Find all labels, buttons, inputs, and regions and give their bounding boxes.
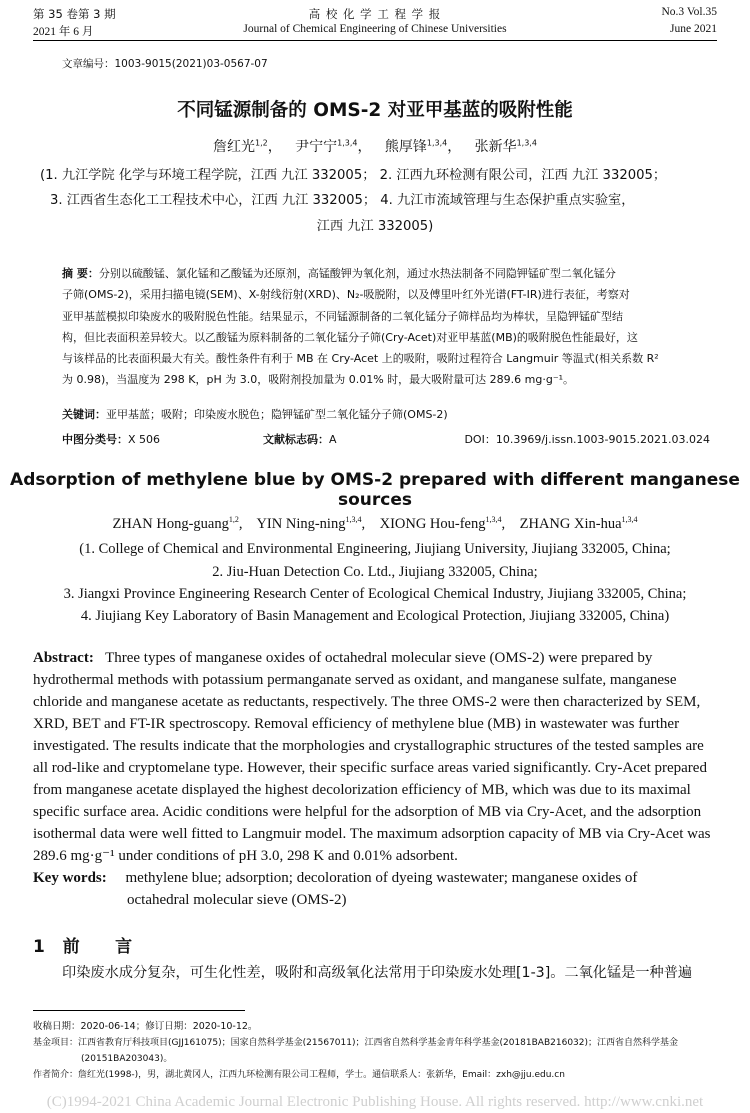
abstract-en-line: hydrothermal methods with potassium permanganate served as oxidant, and manganese sulfate, manganese (33, 672, 677, 688)
affiliation-cn-line2: 3. 江西省生态化工工程技术中心，江西 九江 332005； 4. 九江市流域管理与生态保护重点实验室， (50, 193, 635, 208)
affiliation-en-line3: 3. Jiangxi Province Engineering Research Center of Ecological Chemical Industry, Jiujiang 332005, China; (63, 586, 687, 602)
affiliation-cn-line3: 江西 九江 332005) (316, 219, 434, 234)
authors-en (0, 516, 750, 533)
abstract-en-label: Abstract: (33, 650, 94, 666)
keywords-cn-label: 关键词： (62, 408, 106, 421)
author-affil-sup: 1,3,4 (485, 515, 502, 525)
authors-cn (0, 136, 750, 156)
abstract-cn-line: 构，但比表面积差异较大。以乙酸锰为原料制备的二氧化锰分子筛(Cry-Acet)对亚甲基蓝(MB)的吸附脱色性能最好，这 (62, 330, 638, 344)
author-name: 熊厚锋 (384, 139, 427, 155)
author-separator: ， (357, 139, 372, 155)
title-cn: 不同锰源制备的 OMS-2 对亚甲基蓝的吸附性能 (177, 100, 573, 121)
abstract-cn-line (62, 263, 688, 284)
document-code-label: 文献标志码： (263, 433, 329, 446)
author-affil-sup: 1,3,4 (516, 138, 537, 148)
author-name: YIN Ning-ning (256, 516, 346, 532)
author-name: 尹宁宁 (295, 139, 338, 155)
article-number: 文章编号：1003-9015(2021)03-0567-07 (62, 58, 268, 70)
abstract-en-line: isothermal data were well fitted to Langmuir model. The maximum adsorption capacity of MB via Cry-Acet was (33, 826, 711, 842)
footnote-rule (33, 1010, 245, 1011)
author-separator: ， (447, 139, 462, 155)
abstract-cn-text: 分别以硫酸锰、氯化锰和乙酸锰为还原剂，高锰酸钾为氧化剂，通过水热法制备不同隐钾锰矿型二氧化锰分 (98, 267, 616, 280)
document-code (263, 431, 337, 447)
author-separator: , (501, 516, 516, 532)
affiliation-en-line4: 4. Jiujiang Key Laboratory of Basin Management and Ecological Protection, Jiujiang 332005, China) (80, 608, 670, 624)
author-separator: ， (267, 139, 282, 155)
author-affil-sup: 1,3,4 (621, 515, 638, 525)
header-journal-cn: 高 校 化 学 工 程 学 报 (308, 7, 442, 21)
keywords-en-line: octahedral molecular sieve (OMS-2) (127, 892, 347, 908)
abstract-en-line: XRD, BET and FT-IR spectroscopy. Removal efficiency of methylene blue (MB) in wastewater was further (33, 716, 680, 732)
author-affil-sup: 1,3,4 (345, 515, 362, 525)
keywords-en-text: methylene blue; adsorption; decoloration of dyeing wastewater; manganese oxides of (125, 870, 638, 886)
abstract-cn (62, 263, 688, 391)
footnote-author: 作者简介：詹红光(1998-)，男，湖北黄冈人，江西九环检测有限公司工程师，学士。通信联系人：张新华，Email：zxh@jju.edu.cn (33, 1070, 565, 1080)
abstract-en-line: all rod-like and cryptomelane type. However, their specific surface areas varied significantly. Cry-Acet prepared (33, 760, 707, 776)
header-volume-issue: 第 35 卷第 3 期 (33, 7, 116, 21)
author-affil-sup: 1,3,4 (337, 138, 358, 148)
abstract-en-line (33, 647, 717, 669)
header-number-volume: No.3 Vol.35 (661, 6, 717, 18)
affiliation-cn-line1: (1. 九江学院 化学与环境工程学院，江西 九江 332005； 2. 江西九环检测有限公司，江西 九江 332005； (40, 168, 667, 183)
keywords-cn-text: 亚甲基蓝；吸附；印染废水脱色；隐钾锰矿型二氧化锰分子筛(OMS-2) (106, 408, 448, 421)
section-heading (33, 932, 132, 957)
footnotes (33, 1019, 717, 1083)
doi: DOI：10.3969/j.issn.1003-9015.2021.03.024 (464, 433, 710, 446)
abstract-cn-label: 摘 要： (62, 267, 99, 280)
author-name: 詹红光 (213, 139, 256, 155)
header-rule (33, 40, 717, 41)
keywords-en-label: Key words: (33, 870, 107, 886)
author-affil-sup: 1,2 (228, 515, 239, 525)
footnote-fund-continued: (20151BA203043)。 (81, 1054, 173, 1064)
affiliation-en-line2: 2. Jiu-Huan Detection Co. Ltd., Jiujiang 332005, China; (212, 564, 538, 580)
clc-label: 中图分类号： (62, 433, 128, 446)
author-name: ZHAN Hong-guang (112, 516, 229, 532)
section-title: 前 言 (62, 937, 133, 957)
copyright-watermark: (C)1994-2021 China Academic Journal Electronic Publishing House. All rights reserved. http://www.cnki.net (46, 1094, 704, 1110)
author-name: ZHANG Xin-hua (519, 516, 622, 532)
footnote-received: 收稿日期：2020-06-14；修订日期：2020-10-12。 (33, 1021, 258, 1032)
abstract-cn-line: 与该样品的比表面积最大有关。酸性条件有利于 MB 在 Cry-Acet 上的吸附，吸附过程符合 Langmuir 等温式(相关系数 R² (62, 352, 659, 366)
affiliation-en-line1: (1. College of Chemical and Environmental Engineering, Jiujiang University, Jiujiang 332005, China; (79, 541, 671, 557)
clc-value: X 506 (128, 433, 161, 446)
title-en: Adsorption of methylene blue by OMS-2 prepared with different manganese sources (10, 470, 740, 510)
abstract-en-line: 289.6 mg·g⁻¹ under conditions of pH 3.0, 298 K and 0.01% adsorbent. (33, 848, 458, 864)
header-journal-en: Journal of Chemical Engineering of Chinese Universities (243, 23, 507, 35)
document-code-value: A (329, 433, 337, 446)
abstract-en (33, 647, 717, 867)
abstract-cn-line: 为 0.98)，当温度为 298 K，pH 为 3.0，吸附剂投加量为 0.01% 时，最大吸附量可达 289.6 mg·g⁻¹。 (62, 373, 575, 387)
abstract-en-line: specific surface area. Acidic conditions were helpful for the adsorption of MB via Cry-Acet, and the adsorption (33, 804, 702, 820)
author-name: 张新华 (474, 139, 517, 155)
keywords-en (33, 867, 717, 911)
footnote-fund: 基金项目：江西省教育厅科技项目(GJJ161075)；国家自然科学基金(21567011)；江西省自然科学基金青年科学基金(20181BAB216032)；江西省自然科学基金 (33, 1038, 679, 1048)
keywords-cn (62, 406, 448, 422)
header-date: 2021 年 6 月 (33, 26, 94, 38)
author-affil-sup: 1,2 (255, 138, 268, 148)
author-separator: , (361, 516, 376, 532)
author-affil-sup: 1,3,4 (426, 138, 448, 148)
author-separator: , (238, 516, 254, 532)
abstract-cn-line: 亚甲基蓝模拟印染废水的吸附脱色性能。结果显示，不同锰源制备的二氧化锰分子筛样品均为棒状，呈隐钾锰矿型结 (62, 309, 623, 323)
header-month-year: June 2021 (670, 23, 717, 35)
section-number: 1 (33, 937, 45, 957)
abstract-cn-line: 子筛(OMS-2)，采用扫描电镜(SEM)、X-射线衍射(XRD)、N₂-吸脱附，以及傅里叶红外光谱(FT-IR)进行表征，考察对 (62, 288, 630, 302)
author-name: XIONG Hou-feng (379, 516, 486, 532)
abstract-en-line: from manganese acetate displayed the highest decolorization efficiency of MB, which was due to its maximal (33, 782, 691, 798)
clc-number (62, 431, 160, 447)
abstract-en-line: chloride and manganese acetate as reductants, respectively. The three OMS-2 were then characterized by SEM, (33, 694, 701, 710)
abstract-en-line: investigated. The results indicate that the morphologies and crystallographic structures of the tested samples are (33, 738, 704, 754)
body-paragraph: 印染废水成分复杂，可生化性差，吸附和高级氧化法常用于印染废水处理[1-3]。二氧化锰是一种普遍 (62, 965, 693, 981)
keywords-en-line (33, 867, 717, 889)
abstract-en-text: Three types of manganese oxides of octahedral molecular sieve (OMS-2) were prepared by (105, 650, 653, 666)
